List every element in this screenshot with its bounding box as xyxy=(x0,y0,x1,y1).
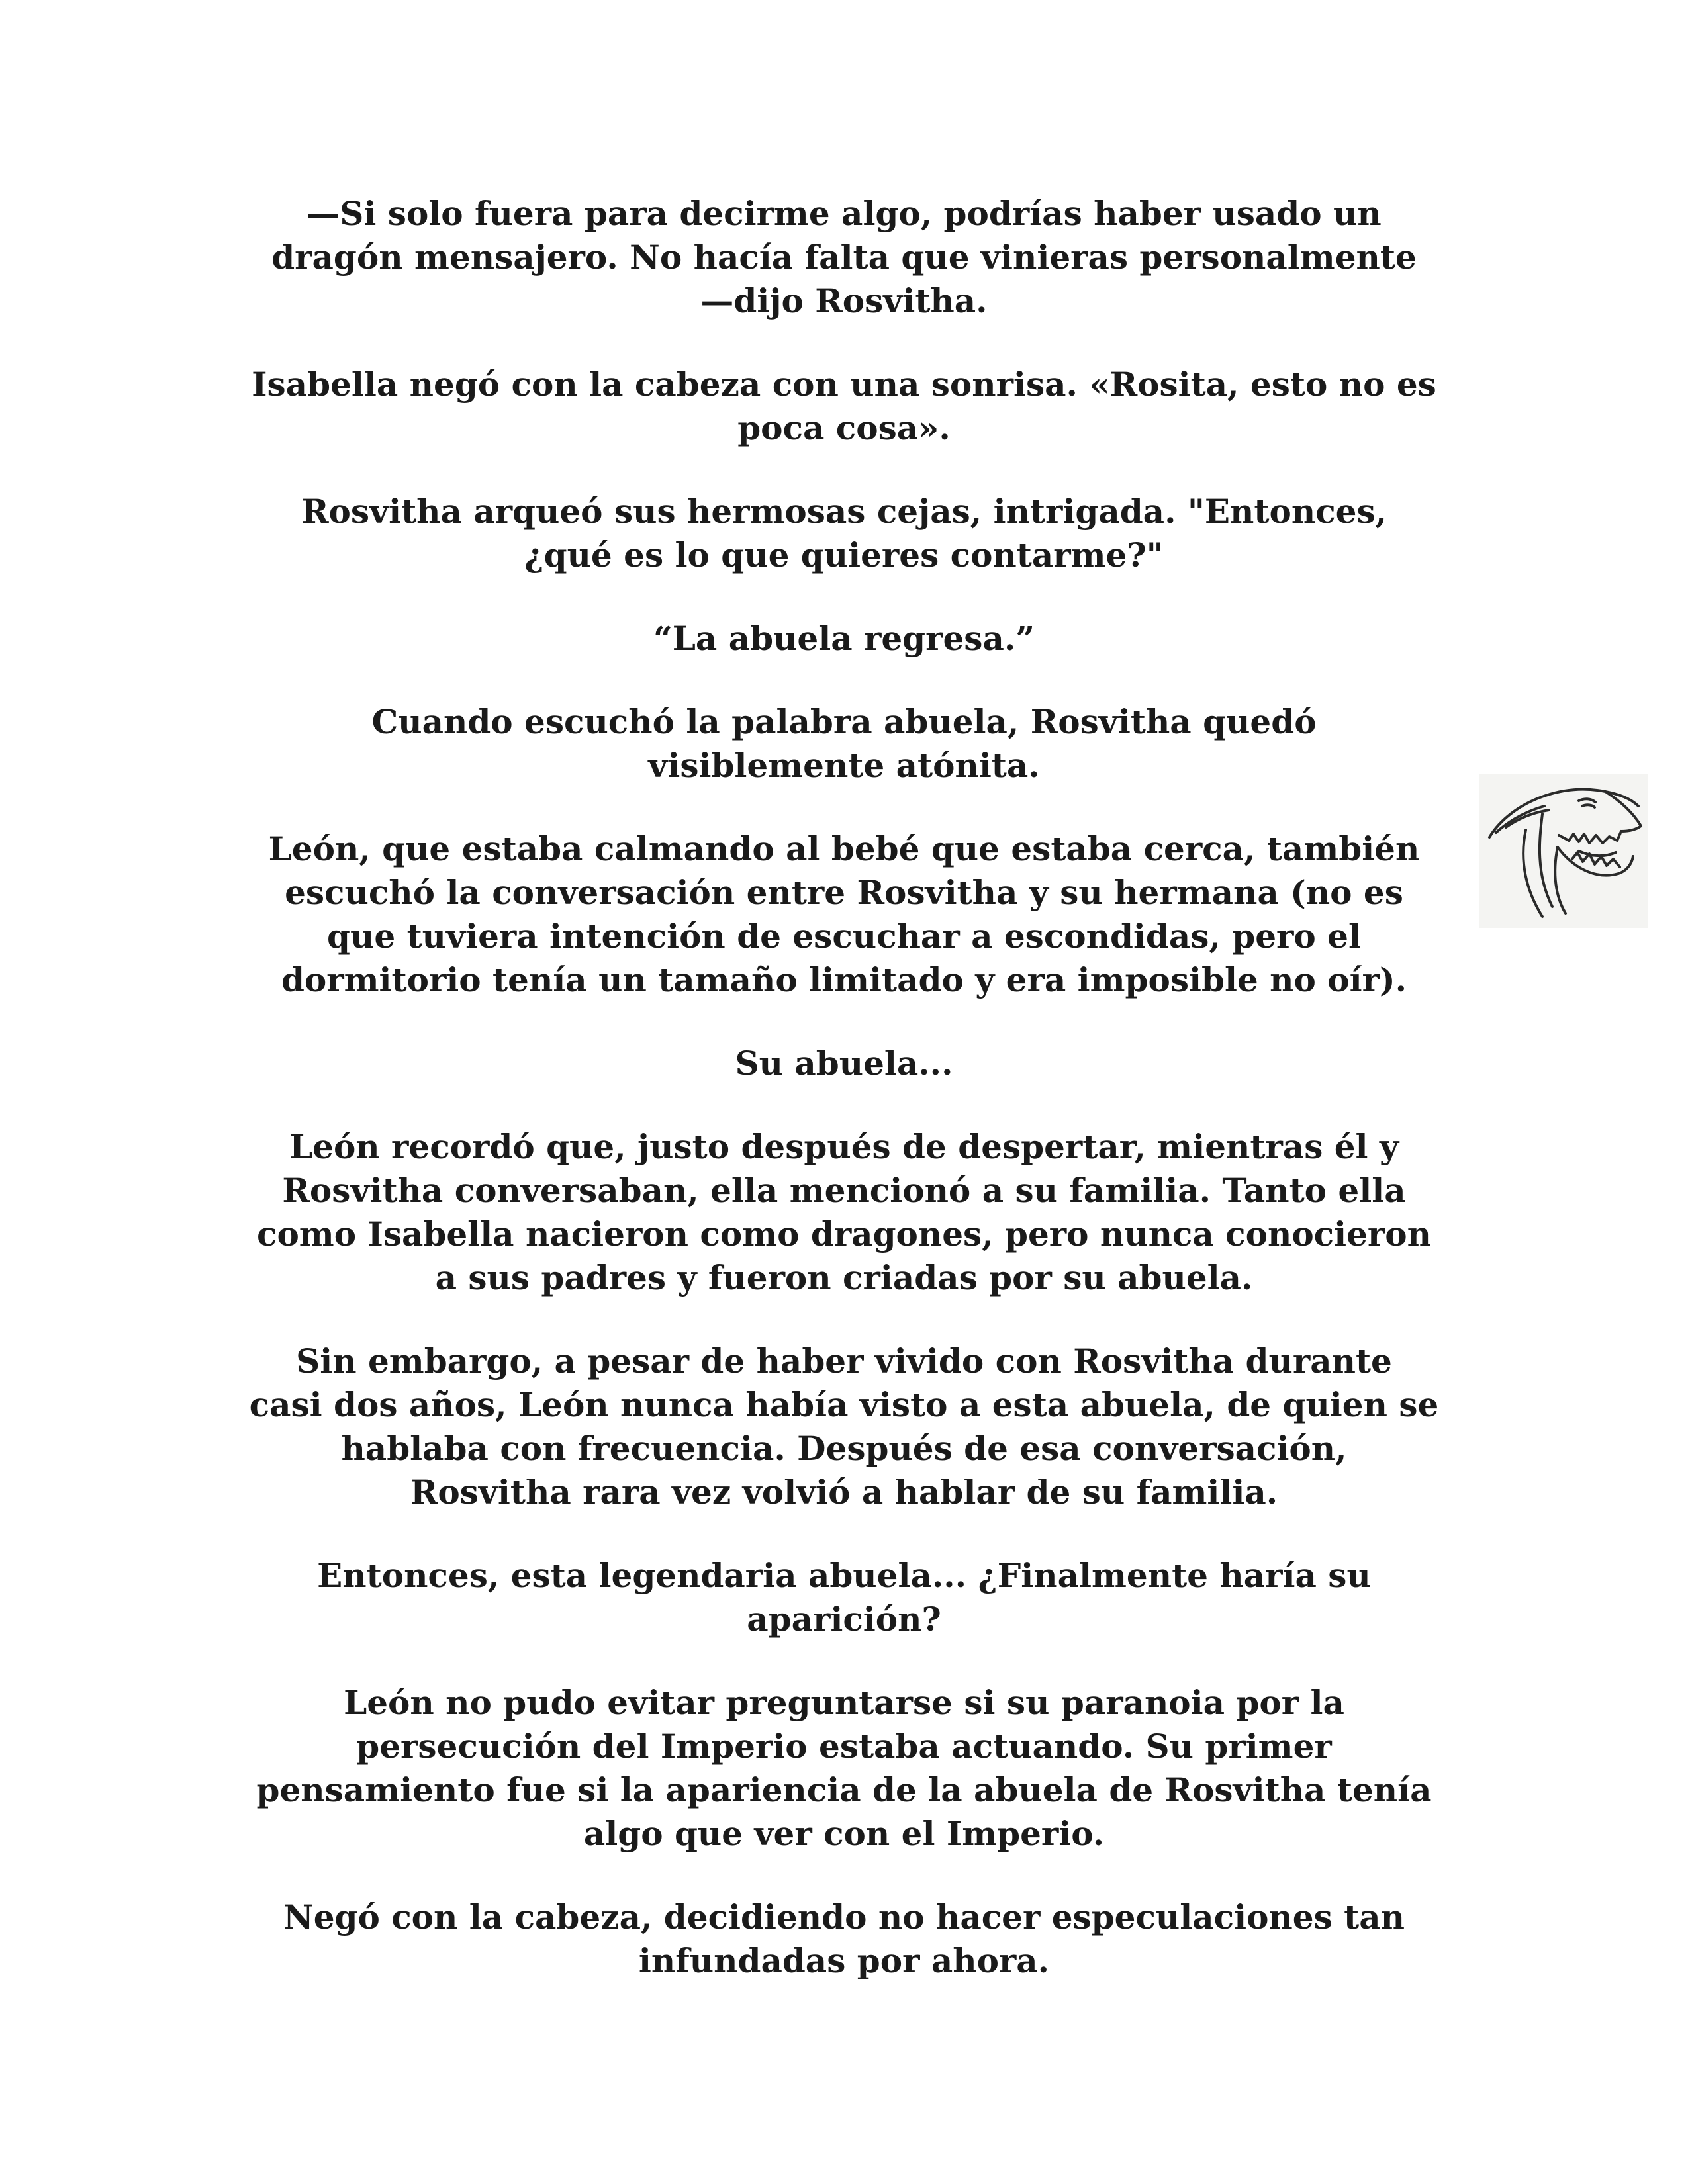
paragraph xyxy=(218,490,1470,577)
paragraph xyxy=(218,1042,1470,1085)
text-line: Negó con la cabeza, decidiendo no hacer especulaciones tan xyxy=(283,1897,1405,1936)
paragraph xyxy=(218,1340,1470,1514)
text-line: casi dos años, León nunca había visto a esta abuela, de quien se xyxy=(249,1385,1439,1424)
text-line: dragón mensajero. No hacía falta que vinieras personalmente xyxy=(271,238,1417,277)
text-line: aparición? xyxy=(747,1600,941,1639)
paragraph xyxy=(218,1125,1470,1300)
text-line: algo que ver con el Imperio. xyxy=(583,1814,1105,1853)
text-line: ¿qué es lo que quieres contarme?" xyxy=(524,535,1164,574)
paragraph xyxy=(218,1895,1470,1983)
text-line: —dijo Rosvitha. xyxy=(700,281,988,320)
text-line: León recordó que, justo después de despertar, mientras él y xyxy=(289,1127,1399,1166)
paragraph xyxy=(218,1681,1470,1856)
text-line: “La abuela regresa.” xyxy=(653,619,1035,658)
text-line: Rosvitha rara vez volvió a hablar de su familia. xyxy=(410,1473,1278,1512)
text-line: León no pudo evitar preguntarse si su paranoia por la xyxy=(344,1683,1344,1722)
paragraph xyxy=(218,192,1470,323)
dinosaur-head-sketch-icon xyxy=(1479,774,1648,928)
text-line: a sus padres y fueron criadas por su abuela. xyxy=(435,1258,1253,1297)
text-line: Su abuela... xyxy=(735,1044,953,1083)
text-line: visiblemente atónita. xyxy=(648,746,1040,785)
text-line: poca cosa». xyxy=(737,408,951,447)
text-line: como Isabella nacieron como dragones, pero nunca conocieron xyxy=(257,1214,1431,1253)
text-line: Entonces, esta legendaria abuela... ¿Finalmente haría su xyxy=(317,1556,1371,1595)
paragraph xyxy=(218,1554,1470,1641)
text-line: Rosvitha arqueó sus hermosas cejas, intrigada. "Entonces, xyxy=(301,492,1387,531)
text-line: Isabella negó con la cabeza con una sonrisa. «Rosita, esto no es xyxy=(252,365,1436,404)
text-line: infundadas por ahora. xyxy=(638,1941,1050,1980)
text-line: pensamiento fue si la apariencia de la abuela de Rosvitha tenía xyxy=(256,1770,1432,1809)
text-line: Sin embargo, a pesar de haber vivido con Rosvitha durante xyxy=(296,1342,1392,1381)
text-line: —Si solo fuera para decirme algo, podrías haber usado un xyxy=(306,194,1382,233)
paragraph xyxy=(218,363,1470,450)
body-text xyxy=(218,192,1470,2023)
paragraph xyxy=(218,700,1470,788)
paragraph xyxy=(218,617,1470,660)
text-line: hablaba con frecuencia. Después de esa conversación, xyxy=(341,1429,1347,1468)
text-line: persecución del Imperio estaba actuando. Su primer xyxy=(356,1727,1332,1766)
text-line: Rosvitha conversaban, ella mencionó a su familia. Tanto ella xyxy=(282,1171,1406,1210)
text-line: que tuviera intención de escuchar a escondidas, pero el xyxy=(327,917,1361,956)
text-line: Cuando escuchó la palabra abuela, Rosvitha quedó xyxy=(371,702,1317,741)
paragraph xyxy=(218,827,1470,1002)
text-line: dormitorio tenía un tamaño limitado y era imposible no oír). xyxy=(281,960,1407,999)
text-line: escuchó la conversación entre Rosvitha y su hermana (no es xyxy=(285,873,1403,912)
text-line: León, que estaba calmando al bebé que estaba cerca, también xyxy=(268,829,1420,868)
